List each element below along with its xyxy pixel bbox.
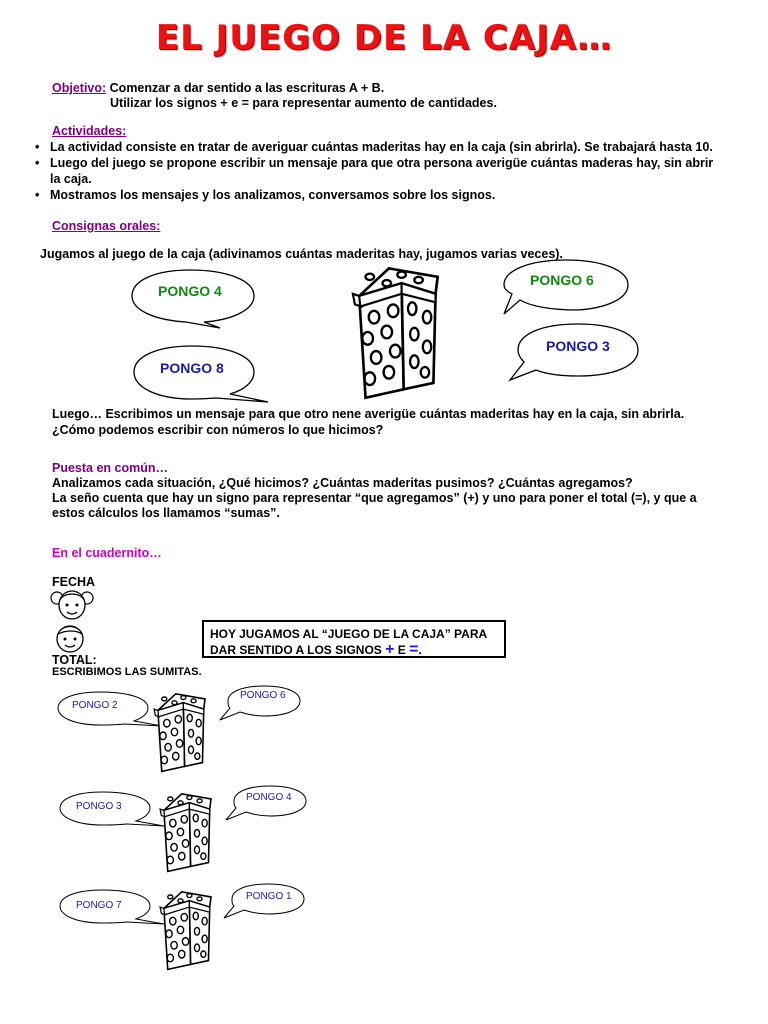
message-line1: HOY JUGAMOS AL “JUEGO DE LA CAJA” PARA: [210, 627, 488, 641]
bubble-text: PONGO 3: [76, 801, 122, 812]
bubble-text: PONGO 3: [546, 338, 610, 354]
small-bubble-right: [222, 784, 310, 824]
escribimos-label: ESCRIBIMOS LAS SUMITAS.: [52, 666, 202, 678]
objetivo-label: Objetivo:: [52, 81, 107, 95]
plus-sign: +: [385, 641, 395, 658]
boy-face-icon: [52, 622, 88, 654]
list-item: • Luego del juego se propone escribir un mensaje para que otra persona averigüe cuántas maderas hay, sin abrir: [35, 156, 714, 170]
small-bubble-right: [220, 882, 308, 922]
speech-bubble-pongo8: [130, 344, 272, 408]
bubble-text: PONGO 4: [246, 792, 292, 803]
dotted-box-illustration: [150, 888, 216, 972]
list-item: • La actividad consiste en tratar de averiguar cuántas maderitas hay en la caja (sin abrirla). Se trabajará hasta 10.: [35, 140, 713, 154]
dotted-box-illustration: [150, 790, 216, 874]
consignas-after2: ¿Cómo podemos escribir con números lo que hicimos?: [52, 423, 384, 437]
fecha-label: FECHA: [52, 575, 96, 589]
message-box: [202, 620, 506, 658]
dotted-box-illustration: [144, 690, 210, 774]
bubble-text: PONGO 2: [72, 700, 118, 711]
puesta-line2: La seño cuenta que hay un signo para representar “que agregamos” (+) y uno para poner el total (=), y que a: [52, 491, 697, 505]
consignas-intro: Jugamos al juego de la caja (adivinamos cuántas maderitas hay, jugamos varias veces).: [40, 247, 563, 261]
cuadernito-label: En el cuadernito…: [52, 546, 162, 560]
puesta-label: Puesta en común…: [52, 461, 168, 475]
consignas-label: Consignas orales:: [52, 219, 161, 233]
objetivo-text1: Comenzar a dar sentido a las escrituras A + B.: [109, 81, 385, 95]
list-item: • Mostramos los mensajes y los analizamos, conversamos sobre los signos.: [35, 188, 496, 202]
speech-bubble-pongo6: [500, 258, 632, 320]
bubble-text: PONGO 8: [160, 360, 224, 376]
message-line2: DAR SENTIDO A LOS SIGNOS + E =.: [210, 641, 422, 658]
speech-bubble-pongo4: [128, 268, 262, 330]
objetivo-text2: Utilizar los signos + e = para representar aumento de cantidades.: [110, 96, 497, 110]
puesta-line3: estos cálculos los llamamos “sumas”.: [52, 506, 280, 520]
equals-sign: =: [409, 641, 419, 658]
bubble-text: PONGO 1: [246, 891, 292, 902]
actividades-label: Actividades:: [52, 124, 127, 138]
girl-face-icon: [50, 586, 94, 622]
consignas-after1: Luego… Escribimos un mensaje para que otro nene averigüe cuántas maderitas hay en la caja, sin abrirla.: [52, 407, 685, 421]
bubble-text: PONGO 7: [76, 900, 122, 911]
bubble-text: PONGO 6: [530, 272, 594, 288]
list-item: la caja.: [50, 172, 92, 186]
bubble-text: PONGO 6: [240, 690, 286, 701]
puesta-line1: Analizamos cada situación, ¿Qué hicimos? ¿Cuántas maderitas pusimos? ¿Cuántas agregamos?: [52, 476, 633, 490]
total-label: TOTAL:: [52, 653, 97, 667]
objetivo-line1: [52, 80, 384, 96]
dotted-box-illustration: [336, 262, 446, 402]
actividades-list: [32, 139, 748, 203]
bubble-text: PONGO 4: [158, 283, 222, 299]
page-title: EL JUEGO DE LA CAJA…: [155, 18, 613, 58]
